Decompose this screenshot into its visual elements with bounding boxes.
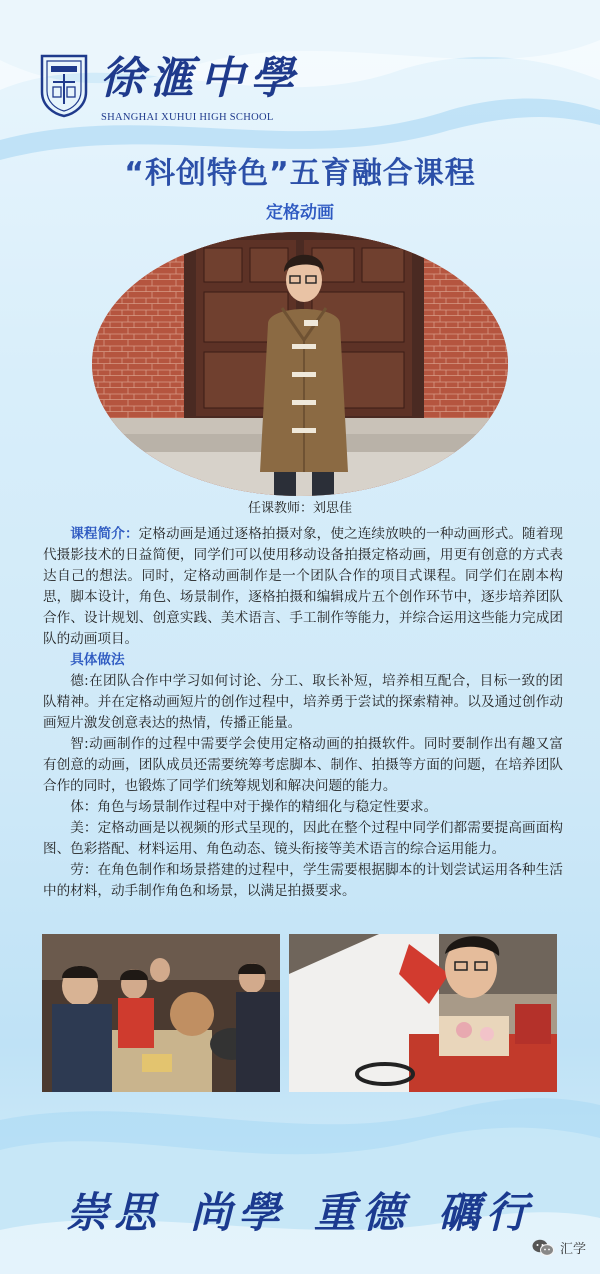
teacher-photo-illustration (92, 232, 508, 496)
course-description (43, 524, 563, 902)
school-crest-icon (38, 52, 90, 118)
wechat-icon (532, 1239, 554, 1257)
practice-item-moral: 德:在团队合作中学习如何讨论、分工、取长补短，培养相互配合，目标一致的团队精神。并在定格动画短片的创作过程中，培养勇于尝试的探索精神。以及通过创作动画短片激发创意表达的热情，传播正能量。 (43, 673, 563, 731)
teacher-photo (92, 232, 508, 496)
page-title: “科创特色”五育融合课程 (124, 156, 476, 191)
students-photo-illustration-left (42, 934, 280, 1092)
students-photo-illustration-right (289, 934, 557, 1092)
practice-item-physical: 体：角色与场景制作过程中对于操作的精细化与稳定性要求。 (70, 799, 438, 815)
school-name-en: SHANGHAI XUHUI HIGH SCHOOL (101, 112, 274, 123)
intro-paragraph (43, 524, 563, 650)
intro-label: 课程简介： (70, 526, 139, 542)
practice-item-intellect: 智:动画制作的过程中需要学会使用定格动画的拍摄软件。同时要制作出有趣又富有创意的动画，团队成员还需要统筹考虑脚本、制作、拍摄等方面的问题，在培养团队合作的同时，也锻炼了同学们统筹规划和解决问题的能力。 (43, 736, 563, 794)
students-working-photo-left (42, 934, 280, 1092)
practice-item-aesthetic: 美：定格动画是以视频的形式呈现的，因此在整个过程中同学们都需要提高画面构图、色彩搭配、材料运用、角色动态、镜头衔接等美术语言的综合运用能力。 (43, 820, 563, 857)
wechat-account-badge (532, 1238, 586, 1257)
bottom-wave-decoration (0, 1080, 600, 1274)
practice-item-labor: 劳：在角色制作和场景搭建的过程中，学生需要根据脚本的计划尝试运用各种生活中的材料，动手制作角色和场景，以满足拍摄要求。 (43, 862, 563, 899)
students-working-photo-right (289, 934, 557, 1092)
motto-item: 尚學 (189, 1188, 286, 1237)
practice-heading: 具体做法 (70, 652, 125, 668)
wechat-account-name: 汇学 (559, 1242, 586, 1257)
motto-item: 礪行 (438, 1188, 535, 1237)
motto-item: 重德 (314, 1188, 411, 1237)
school-motto (0, 1180, 600, 1240)
teacher-caption: 任课教师：刘思佳 (247, 501, 352, 516)
course-title: 定格动画 (266, 203, 334, 223)
school-name-cn: 徐滙中學 (100, 53, 300, 104)
motto-item: 崇思 (65, 1188, 162, 1237)
intro-text: 定格动画是通过逐格拍摄对象，使之连续放映的一种动画形式。随着现代摄影技术的日益简便，同学们可以使用移动设备拍摄定格动画，用更有创意的方式表达自己的想法。同时，定格动画制作是一个团队合作的项目式课程。同学们在剧本构思，脚本设计，角色、场景制作，逐格拍摄和编辑成片五个创作环节中，逐步培养团队合作、设计规划、创意实践、美术语言、手工制作等能力，并综合运用这些能力完成团队的动画项目。 (43, 526, 564, 647)
